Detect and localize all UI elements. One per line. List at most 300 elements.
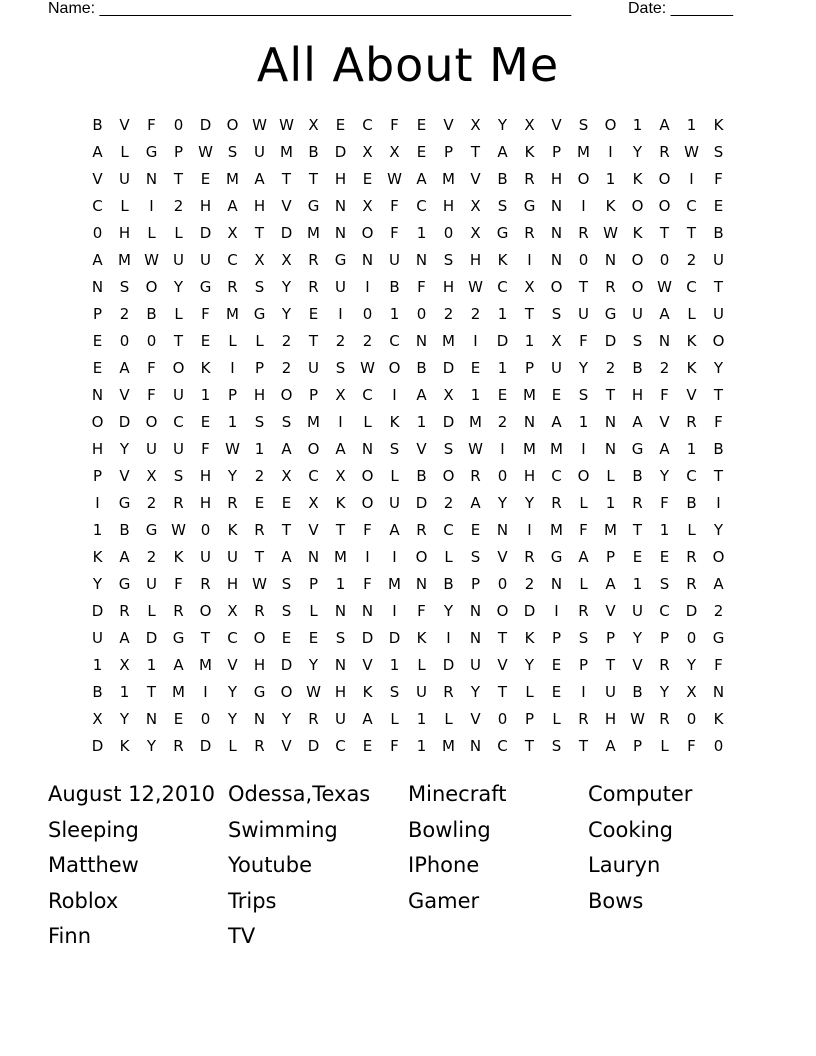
grid-letter: B: [713, 224, 724, 242]
grid-letter: X: [362, 197, 373, 215]
grid-letter: M: [442, 737, 455, 755]
grid-letter: I: [338, 305, 343, 323]
grid-letter: 0: [497, 575, 508, 593]
grid-row: [84, 706, 732, 733]
grid-letter: X: [308, 494, 319, 512]
grid-letter: E: [200, 170, 211, 188]
grid-letter: M: [226, 305, 239, 323]
grid-row: [84, 301, 732, 328]
grid-letter: A: [362, 710, 373, 728]
grid-letter: S: [119, 278, 130, 296]
grid-letter: C: [308, 467, 319, 485]
grid-letter: 1: [605, 170, 616, 188]
grid-letter: N: [307, 548, 320, 566]
grid-letter: P: [524, 359, 535, 377]
grid-letter: U: [389, 494, 400, 512]
grid-row: [84, 409, 732, 436]
grid-letter: B: [686, 494, 697, 512]
grid-letter: 1: [470, 386, 481, 404]
grid-letter: I: [365, 278, 370, 296]
grid-letter: E: [659, 548, 670, 566]
grid-row: [84, 193, 732, 220]
grid-letter: C: [227, 629, 238, 647]
grid-letter: W: [306, 683, 321, 701]
grid-letter: K: [686, 332, 697, 350]
grid-letter: T: [713, 467, 724, 485]
grid-letter: N: [253, 710, 266, 728]
grid-letter: L: [390, 467, 399, 485]
grid-letter: D: [523, 602, 536, 620]
grid-letter: 2: [443, 305, 454, 323]
grid-letter: T: [578, 278, 589, 296]
grid-letter: I: [581, 440, 586, 458]
grid-row: [84, 652, 732, 679]
grid-letter: W: [468, 278, 483, 296]
grid-letter: M: [199, 656, 212, 674]
grid-letter: D: [415, 494, 428, 512]
grid-letter: A: [119, 629, 130, 647]
grid-letter: G: [523, 197, 536, 215]
grid-letter: N: [334, 656, 347, 674]
grid-letter: I: [365, 548, 370, 566]
grid-letter: R: [659, 710, 670, 728]
grid-row: [84, 166, 732, 193]
grid-letter: T: [578, 737, 589, 755]
grid-letter: L: [687, 305, 696, 323]
grid-row: [84, 328, 732, 355]
grid-letter: A: [227, 197, 238, 215]
grid-letter: O: [712, 548, 725, 566]
grid-letter: T: [254, 548, 265, 566]
grid-letter: S: [551, 737, 562, 755]
grid-letter: O: [226, 116, 239, 134]
grid-letter: R: [551, 494, 562, 512]
grid-letter: L: [552, 710, 561, 728]
grid-letter: A: [416, 170, 427, 188]
grid-letter: F: [201, 305, 210, 323]
grid-letter: Y: [281, 305, 292, 323]
grid-letter: Y: [146, 737, 157, 755]
grid-letter: E: [92, 359, 103, 377]
grid-letter: V: [416, 440, 427, 458]
grid-letter: D: [334, 143, 347, 161]
grid-letter: K: [524, 629, 535, 647]
grid-letter: V: [659, 413, 670, 431]
grid-letter: 0: [119, 332, 130, 350]
grid-letter: U: [119, 170, 130, 188]
grid-letter: G: [145, 521, 158, 539]
grid-letter: I: [473, 332, 478, 350]
grid-letter: R: [227, 494, 238, 512]
grid-letter: 0: [686, 710, 697, 728]
grid-letter: I: [527, 251, 532, 269]
grid-letter: P: [443, 143, 454, 161]
grid-letter: A: [281, 440, 292, 458]
grid-letter: W: [657, 278, 672, 296]
grid-letter: K: [389, 413, 400, 431]
grid-letter: 1: [497, 359, 508, 377]
grid-letter: K: [200, 359, 211, 377]
grid-letter: 1: [524, 332, 535, 350]
grid-letter: 2: [470, 305, 481, 323]
grid-letter: H: [199, 467, 212, 485]
grid-letter: D: [91, 737, 104, 755]
grid-letter: A: [389, 521, 400, 539]
grid-letter: Y: [497, 494, 508, 512]
grid-letter: L: [120, 143, 129, 161]
grid-letter: R: [173, 737, 184, 755]
grid-letter: B: [497, 170, 508, 188]
grid-letter: O: [388, 359, 401, 377]
grid-letter: I: [716, 494, 721, 512]
grid-letter: H: [91, 440, 104, 458]
grid-letter: H: [226, 575, 239, 593]
grid-letter: O: [604, 116, 617, 134]
grid-letter: Y: [632, 143, 643, 161]
grid-letter: 0: [200, 710, 211, 728]
grid-letter: X: [254, 251, 265, 269]
grid-letter: M: [307, 224, 320, 242]
grid-letter: P: [659, 629, 670, 647]
grid-letter: P: [308, 386, 319, 404]
grid-letter: R: [659, 656, 670, 674]
grid-letter: 1: [389, 656, 400, 674]
grid-letter: D: [199, 116, 212, 134]
grid-letter: E: [551, 386, 562, 404]
grid-letter: I: [689, 170, 694, 188]
grid-letter: N: [91, 386, 104, 404]
grid-letter: X: [281, 467, 292, 485]
grid-letter: Y: [578, 359, 589, 377]
grid-letter: Y: [119, 440, 130, 458]
grid-letter: W: [630, 710, 645, 728]
grid-letter: K: [119, 737, 130, 755]
grid-letter: L: [255, 332, 264, 350]
grid-letter: Y: [119, 710, 130, 728]
grid-letter: O: [361, 494, 374, 512]
grid-letter: A: [173, 656, 184, 674]
grid-letter: B: [92, 683, 103, 701]
grid-row: [84, 139, 732, 166]
grid-letter: V: [470, 170, 481, 188]
grid-letter: T: [200, 629, 211, 647]
grid-row: [84, 463, 732, 490]
grid-letter: V: [497, 548, 508, 566]
grid-letter: I: [230, 359, 235, 377]
grid-letter: F: [390, 737, 399, 755]
grid-letter: S: [470, 548, 481, 566]
grid-row: [84, 490, 732, 517]
grid-letter: D: [442, 413, 455, 431]
grid-letter: S: [389, 440, 400, 458]
word-search-grid: [84, 112, 732, 760]
grid-letter: N: [334, 224, 347, 242]
grid-letter: Y: [524, 656, 535, 674]
grid-letter: O: [496, 602, 509, 620]
grid-letter: K: [497, 251, 508, 269]
grid-letter: U: [632, 305, 643, 323]
grid-letter: 1: [578, 413, 589, 431]
grid-letter: O: [658, 170, 671, 188]
grid-letter: W: [279, 116, 294, 134]
grid-letter: 1: [659, 521, 670, 539]
grid-letter: N: [496, 521, 509, 539]
word-bank-item: Minecraft: [408, 782, 507, 806]
grid-letter: G: [118, 575, 131, 593]
grid-letter: H: [199, 494, 212, 512]
grid-letter: B: [308, 143, 319, 161]
grid-row: [84, 382, 732, 409]
grid-letter: T: [605, 656, 616, 674]
grid-letter: O: [145, 413, 158, 431]
word-bank-item: Bows: [588, 888, 644, 913]
grid-letter: R: [632, 494, 643, 512]
grid-letter: C: [686, 278, 697, 296]
grid-letter: U: [254, 143, 265, 161]
grid-letter: W: [468, 440, 483, 458]
grid-letter: L: [444, 548, 453, 566]
grid-letter: T: [281, 170, 292, 188]
grid-letter: I: [581, 197, 586, 215]
grid-letter: V: [281, 737, 292, 755]
grid-letter: H: [604, 710, 617, 728]
grid-letter: B: [389, 278, 400, 296]
grid-letter: Y: [173, 278, 184, 296]
grid-letter: 0: [659, 251, 670, 269]
grid-letter: 2: [173, 197, 184, 215]
grid-letter: 1: [335, 575, 346, 593]
grid-letter: U: [227, 548, 238, 566]
grid-letter: G: [145, 143, 158, 161]
grid-letter: G: [307, 197, 320, 215]
grid-letter: 0: [92, 224, 103, 242]
grid-letter: T: [497, 683, 508, 701]
grid-letter: Y: [659, 683, 670, 701]
grid-letter: R: [578, 602, 589, 620]
grid-letter: Y: [92, 575, 103, 593]
grid-letter: F: [714, 170, 723, 188]
grid-letter: O: [577, 170, 590, 188]
grid-letter: I: [446, 629, 451, 647]
word-bank-item: Gamer: [408, 888, 480, 913]
grid-letter: H: [334, 170, 347, 188]
grid-letter: R: [308, 710, 319, 728]
grid-letter: I: [581, 683, 586, 701]
grid-letter: 2: [281, 359, 292, 377]
grid-letter: M: [172, 683, 185, 701]
grid-letter: X: [686, 683, 697, 701]
grid-letter: D: [604, 332, 617, 350]
grid-letter: D: [199, 737, 212, 755]
grid-letter: U: [713, 251, 724, 269]
grid-letter: N: [334, 602, 347, 620]
grid-letter: V: [497, 656, 508, 674]
grid-letter: H: [253, 197, 266, 215]
grid-letter: A: [551, 413, 562, 431]
grid-letter: O: [145, 278, 158, 296]
grid-letter: T: [470, 143, 481, 161]
grid-letter: A: [632, 413, 643, 431]
grid-letter: Y: [713, 359, 724, 377]
grid-letter: S: [578, 116, 589, 134]
grid-letter: G: [550, 548, 563, 566]
date-field: Date: _______: [628, 0, 733, 17]
word-bank-item: Bowling: [408, 817, 491, 842]
grid-letter: G: [334, 251, 347, 269]
grid-letter: V: [443, 116, 454, 134]
grid-letter: L: [579, 494, 588, 512]
grid-letter: I: [95, 494, 100, 512]
grid-letter: 1: [254, 440, 265, 458]
grid-letter: R: [200, 575, 211, 593]
grid-letter: R: [605, 278, 616, 296]
grid-letter: H: [253, 656, 266, 674]
grid-letter: P: [578, 656, 589, 674]
grid-letter: T: [713, 278, 724, 296]
grid-letter: O: [91, 413, 104, 431]
grid-letter: P: [632, 737, 643, 755]
grid-letter: X: [551, 332, 562, 350]
grid-letter: V: [686, 386, 697, 404]
grid-letter: X: [470, 224, 481, 242]
grid-letter: 1: [686, 116, 697, 134]
grid-letter: L: [174, 224, 183, 242]
grid-letter: M: [550, 440, 563, 458]
grid-letter: C: [92, 197, 103, 215]
grid-letter: V: [308, 521, 319, 539]
grid-letter: N: [415, 251, 428, 269]
grid-letter: R: [578, 224, 589, 242]
grid-letter: L: [309, 602, 318, 620]
grid-letter: O: [550, 278, 563, 296]
grid-letter: B: [632, 359, 643, 377]
grid-letter: K: [713, 116, 724, 134]
grid-letter: F: [417, 278, 426, 296]
grid-letter: L: [174, 305, 183, 323]
grid-row: [84, 355, 732, 382]
grid-letter: X: [470, 197, 481, 215]
grid-letter: A: [605, 737, 616, 755]
grid-letter: Y: [686, 656, 697, 674]
grid-letter: E: [632, 548, 643, 566]
word-bank-item: Youtube: [228, 853, 312, 878]
grid-letter: F: [390, 116, 399, 134]
grid-letter: 1: [632, 116, 643, 134]
grid-letter: S: [578, 386, 589, 404]
grid-letter: V: [119, 467, 130, 485]
grid-letter: I: [527, 521, 532, 539]
grid-letter: N: [604, 251, 617, 269]
grid-letter: T: [632, 521, 643, 539]
grid-letter: P: [524, 710, 535, 728]
grid-row: [84, 112, 732, 139]
grid-letter: E: [254, 494, 265, 512]
grid-letter: X: [281, 251, 292, 269]
word-bank-item: Computer: [588, 782, 693, 806]
grid-letter: B: [416, 359, 427, 377]
grid-letter: E: [92, 332, 103, 350]
grid-letter: R: [119, 602, 130, 620]
grid-letter: R: [227, 278, 238, 296]
grid-letter: N: [334, 197, 347, 215]
grid-letter: A: [254, 170, 265, 188]
grid-letter: N: [604, 413, 617, 431]
grid-letter: A: [659, 440, 670, 458]
grid-letter: L: [660, 737, 669, 755]
grid-letter: D: [280, 224, 293, 242]
grid-letter: F: [174, 575, 183, 593]
grid-letter: F: [390, 197, 399, 215]
grid-letter: A: [470, 494, 481, 512]
grid-row: [84, 274, 732, 301]
grid-letter: G: [118, 494, 131, 512]
grid-letter: U: [335, 278, 346, 296]
grid-letter: L: [147, 224, 156, 242]
grid-letter: N: [550, 197, 563, 215]
grid-letter: N: [550, 575, 563, 593]
grid-letter: X: [146, 467, 157, 485]
grid-letter: U: [389, 251, 400, 269]
grid-letter: R: [254, 737, 265, 755]
grid-letter: H: [550, 170, 563, 188]
grid-letter: U: [173, 386, 184, 404]
grid-letter: R: [173, 494, 184, 512]
grid-letter: V: [632, 656, 643, 674]
grid-letter: M: [469, 413, 482, 431]
grid-letter: U: [200, 251, 211, 269]
grid-letter: Y: [443, 602, 454, 620]
grid-letter: Y: [308, 656, 319, 674]
name-field: Name: _____________________________________________________: [48, 0, 572, 17]
grid-letter: F: [201, 440, 210, 458]
grid-letter: R: [686, 575, 697, 593]
grid-letter: T: [308, 170, 319, 188]
grid-letter: 0: [713, 737, 724, 755]
grid-letter: D: [199, 224, 212, 242]
grid-letter: X: [524, 116, 535, 134]
grid-letter: F: [147, 359, 156, 377]
grid-letter: I: [149, 197, 154, 215]
grid-letter: E: [281, 494, 292, 512]
word-bank-item: Swimming: [228, 817, 338, 842]
grid-letter: T: [524, 305, 535, 323]
grid-letter: U: [632, 602, 643, 620]
grid-letter: H: [442, 197, 455, 215]
grid-letter: R: [470, 467, 481, 485]
grid-letter: 2: [713, 602, 724, 620]
grid-letter: 1: [605, 494, 616, 512]
grid-letter: 1: [389, 305, 400, 323]
grid-letter: M: [604, 521, 617, 539]
grid-letter: 0: [497, 710, 508, 728]
grid-letter: A: [119, 359, 130, 377]
grid-letter: R: [686, 413, 697, 431]
grid-letter: S: [173, 467, 184, 485]
grid-letter: M: [442, 332, 455, 350]
grid-letter: R: [524, 170, 535, 188]
grid-letter: I: [500, 440, 505, 458]
grid-letter: F: [660, 494, 669, 512]
grid-letter: X: [227, 602, 238, 620]
grid-letter: F: [660, 386, 669, 404]
grid-row: [84, 679, 732, 706]
grid-letter: E: [416, 143, 427, 161]
grid-letter: R: [308, 278, 319, 296]
grid-letter: U: [470, 656, 481, 674]
word-bank-item: Trips: [228, 888, 277, 913]
grid-letter: W: [171, 521, 186, 539]
grid-letter: 1: [146, 656, 157, 674]
